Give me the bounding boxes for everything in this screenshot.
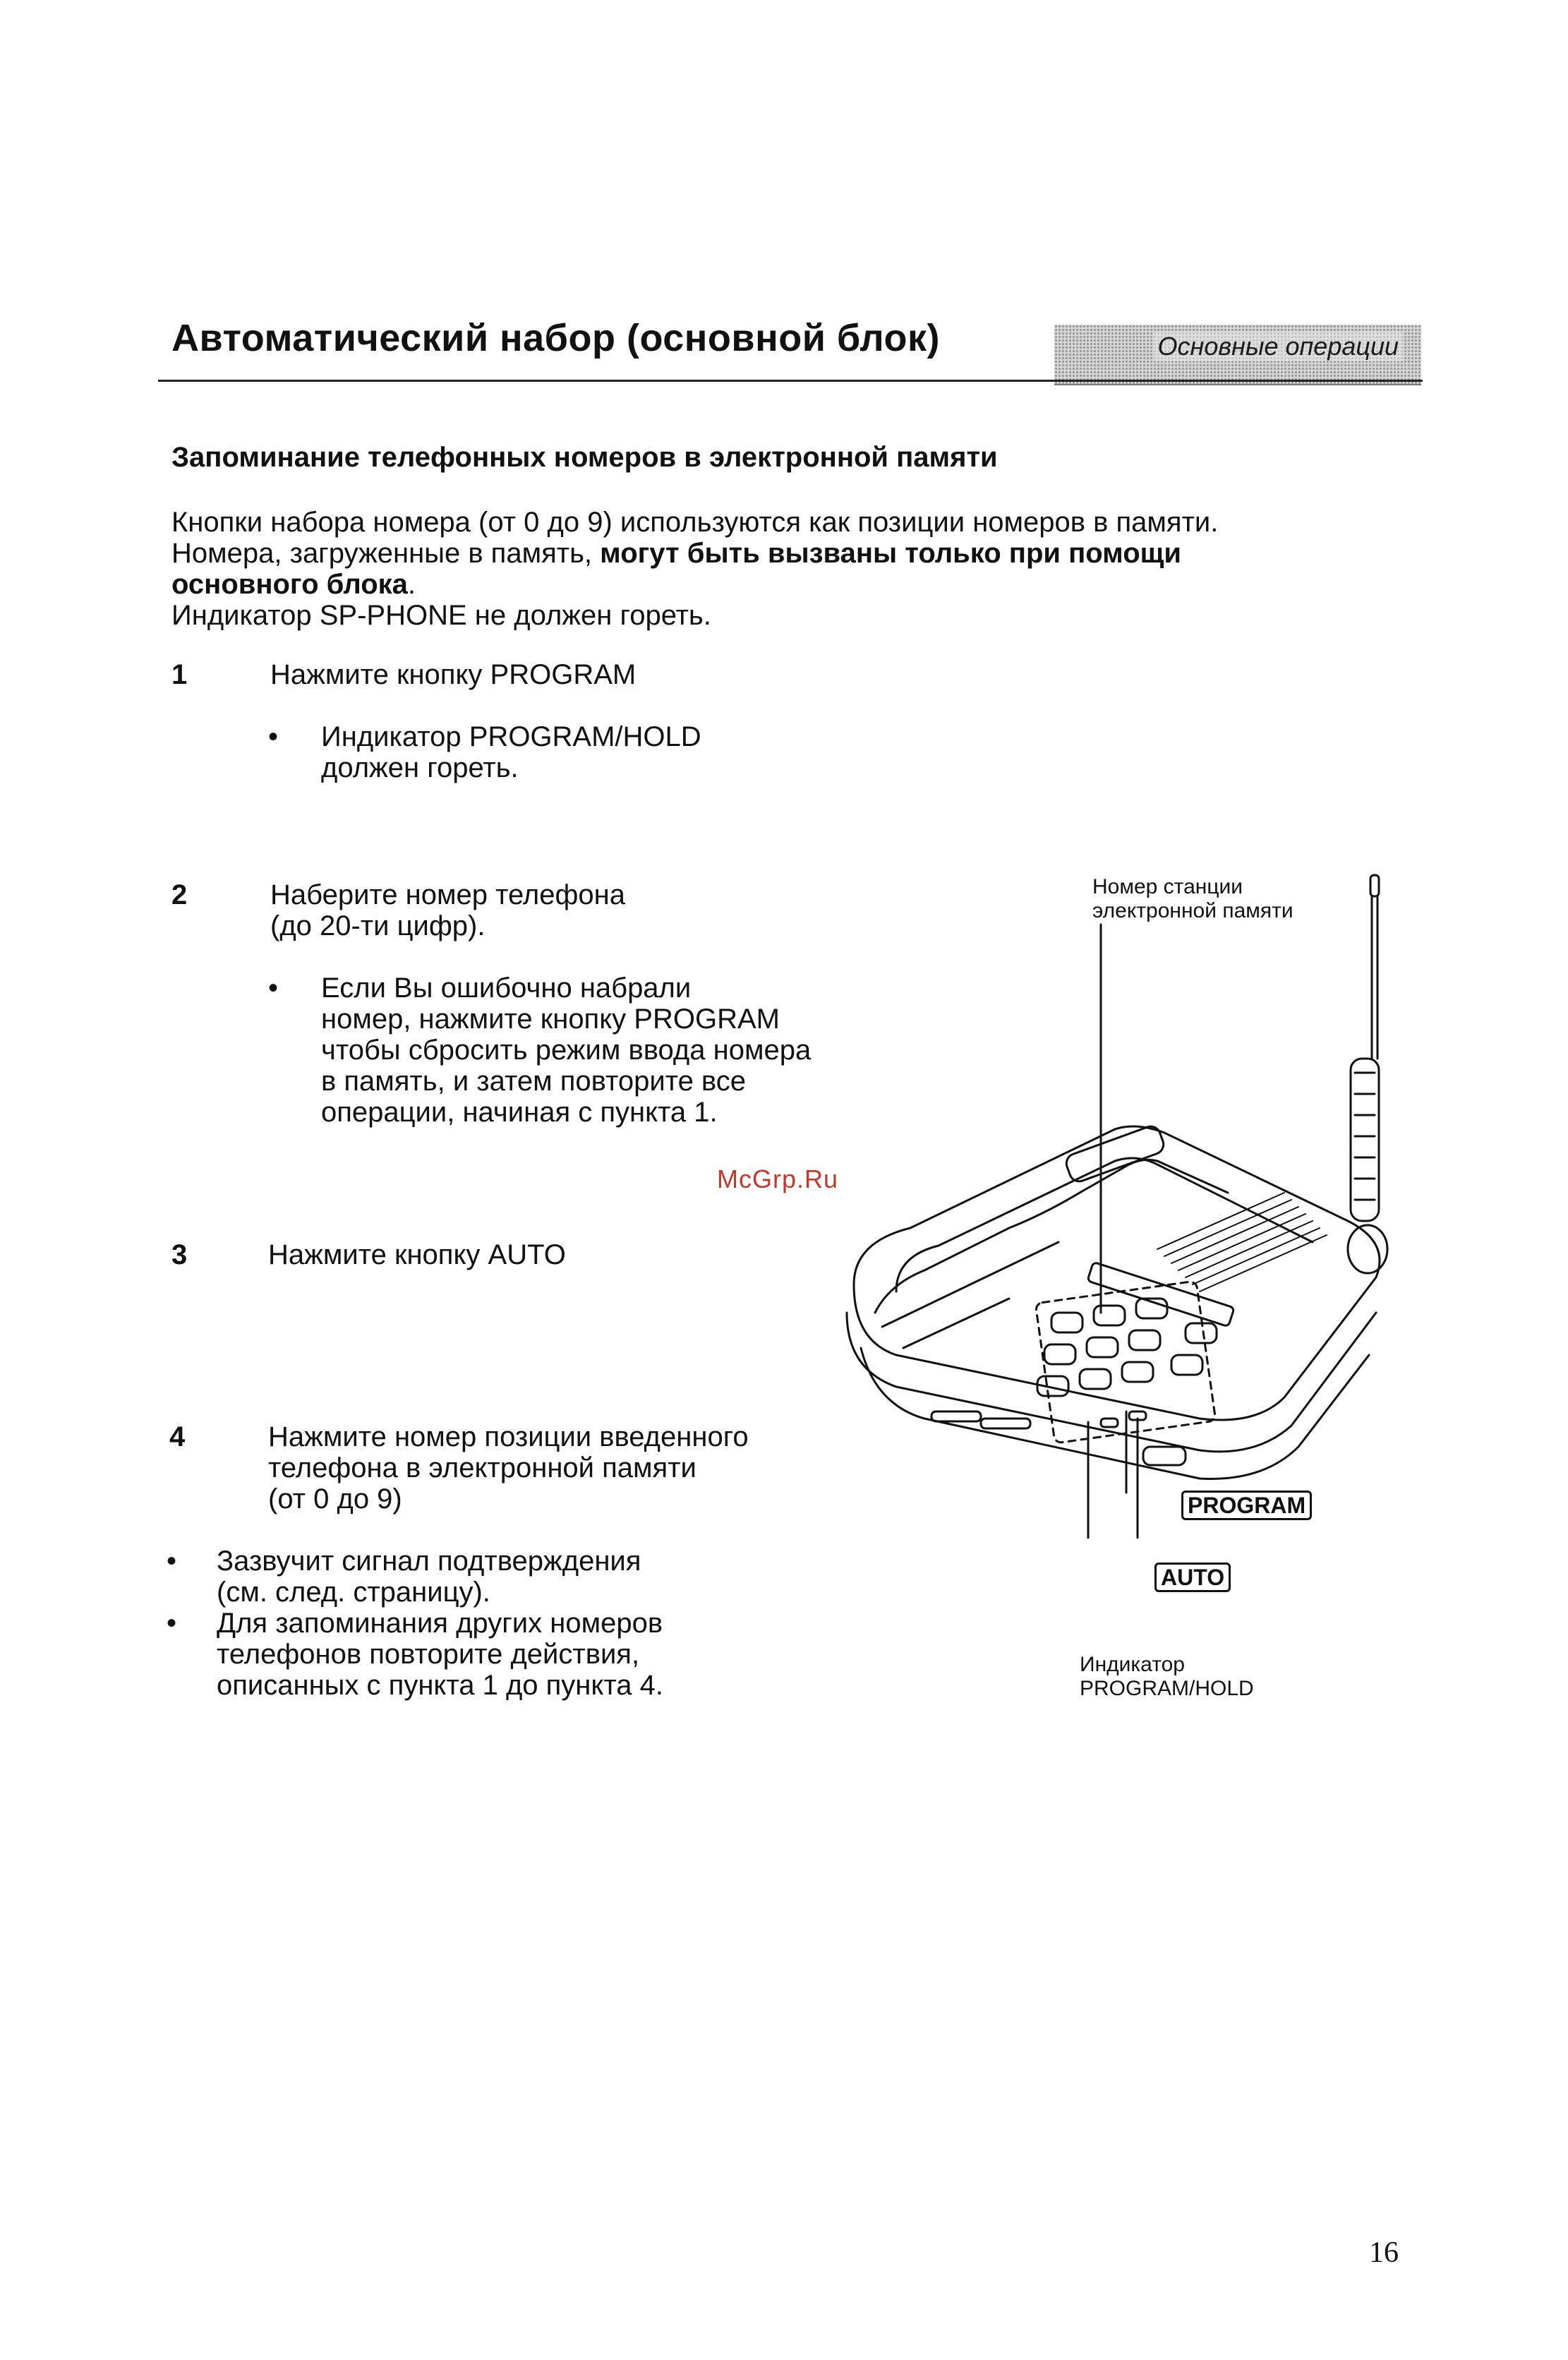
- auto-key-label: AUTO: [1154, 1563, 1231, 1592]
- step-1-bullet: •: [268, 721, 279, 752]
- intro-line-3-bold: основного блока: [171, 569, 408, 600]
- step-3-text: Нажмите кнопку AUTO: [268, 1239, 566, 1270]
- step-4-text-line-2: телефона в электронной памяти: [268, 1452, 696, 1483]
- step-4-number: 4: [169, 1421, 186, 1452]
- program-key-label: PROGRAM: [1181, 1491, 1312, 1520]
- handset-cradle: [875, 1124, 1228, 1348]
- note-1-line-2: (см. след. страницу).: [217, 1577, 490, 1608]
- step-3-number: 3: [171, 1239, 188, 1270]
- step-2-bullet-line-3: чтобы сбросить режим ввода номера: [321, 1035, 812, 1066]
- section-tag: [1054, 325, 1421, 385]
- leader-lines: [1088, 925, 1138, 1539]
- section-tag-label: Основные операции: [1154, 332, 1403, 361]
- page-title: Автоматический набор (основной блок): [171, 317, 940, 359]
- page-number: 16: [1369, 2236, 1399, 2269]
- header-divider: [158, 380, 1423, 382]
- step-2-bullet-line-4: в память, и затем повторите все: [321, 1066, 746, 1097]
- note-2-line-3: описанных с пункта 1 до пункта 4.: [217, 1670, 663, 1701]
- intro-line-1: Кнопки набора номера (от 0 до 9) используются как позиции номеров в памяти.: [171, 507, 1219, 538]
- intro-line-2-plain: Номера, загруженные в память,: [171, 538, 601, 569]
- step-1-text: Нажмите кнопку PROGRAM: [270, 659, 637, 690]
- phone-base-illustration: [833, 861, 1411, 1539]
- step-2-bullet-line-2: номер, нажмите кнопку PROGRAM: [321, 1004, 780, 1035]
- intro-line-4: Индикатор SP-PHONE не должен гореть.: [171, 600, 711, 631]
- step-2-bullet-line-5: операции, начиная с пункта 1.: [321, 1097, 718, 1128]
- note-1-line-1: Зазвучит сигнал подтверждения: [217, 1546, 641, 1577]
- step-1-number: 1: [171, 659, 188, 690]
- note-2-bullet: •: [167, 1608, 177, 1639]
- section-subtitle: Запоминание телефонных номеров в электронной памяти: [171, 442, 998, 473]
- step-2-bullet-line-1: Если Вы ошибочно набрали: [321, 973, 692, 1004]
- note-1-bullet: •: [167, 1546, 177, 1577]
- display-window: [1087, 1262, 1234, 1327]
- intro-line-3-plain: .: [407, 569, 416, 600]
- label-indicator-line-2: PROGRAM/HOLD: [1080, 1677, 1254, 1700]
- step-2-number: 2: [171, 879, 188, 910]
- intro-line-3: [171, 569, 416, 600]
- step-2-text-line-1: Наберите номер телефона: [270, 879, 625, 910]
- step-1-bullet-line-1: Индикатор PROGRAM/HOLD: [321, 721, 701, 752]
- label-station-line-1: Номер станции: [1092, 875, 1243, 898]
- label-station-line-2: электронной памяти: [1092, 899, 1293, 922]
- step-1-bullet-line-2: должен гореть.: [321, 752, 519, 783]
- watermark: McGrp.Ru: [717, 1164, 839, 1193]
- note-2-line-2: телефонов повторите действия,: [217, 1639, 640, 1670]
- note-2-line-1: Для запоминания других номеров: [217, 1608, 663, 1639]
- step-2-text-line-2: (до 20-ти цифр).: [270, 910, 486, 941]
- label-indicator-line-1: Индикатор: [1080, 1653, 1185, 1676]
- intro-line-2: [171, 538, 1181, 569]
- step-4-text-line-1: Нажмите номер позиции введенного: [268, 1421, 749, 1452]
- antenna: [1348, 875, 1387, 1273]
- step-4-text-line-3: (от 0 до 9): [268, 1483, 402, 1515]
- step-2-bullet: •: [268, 973, 279, 1004]
- intro-line-2-bold: могут быть вызваны только при помощи: [600, 538, 1182, 569]
